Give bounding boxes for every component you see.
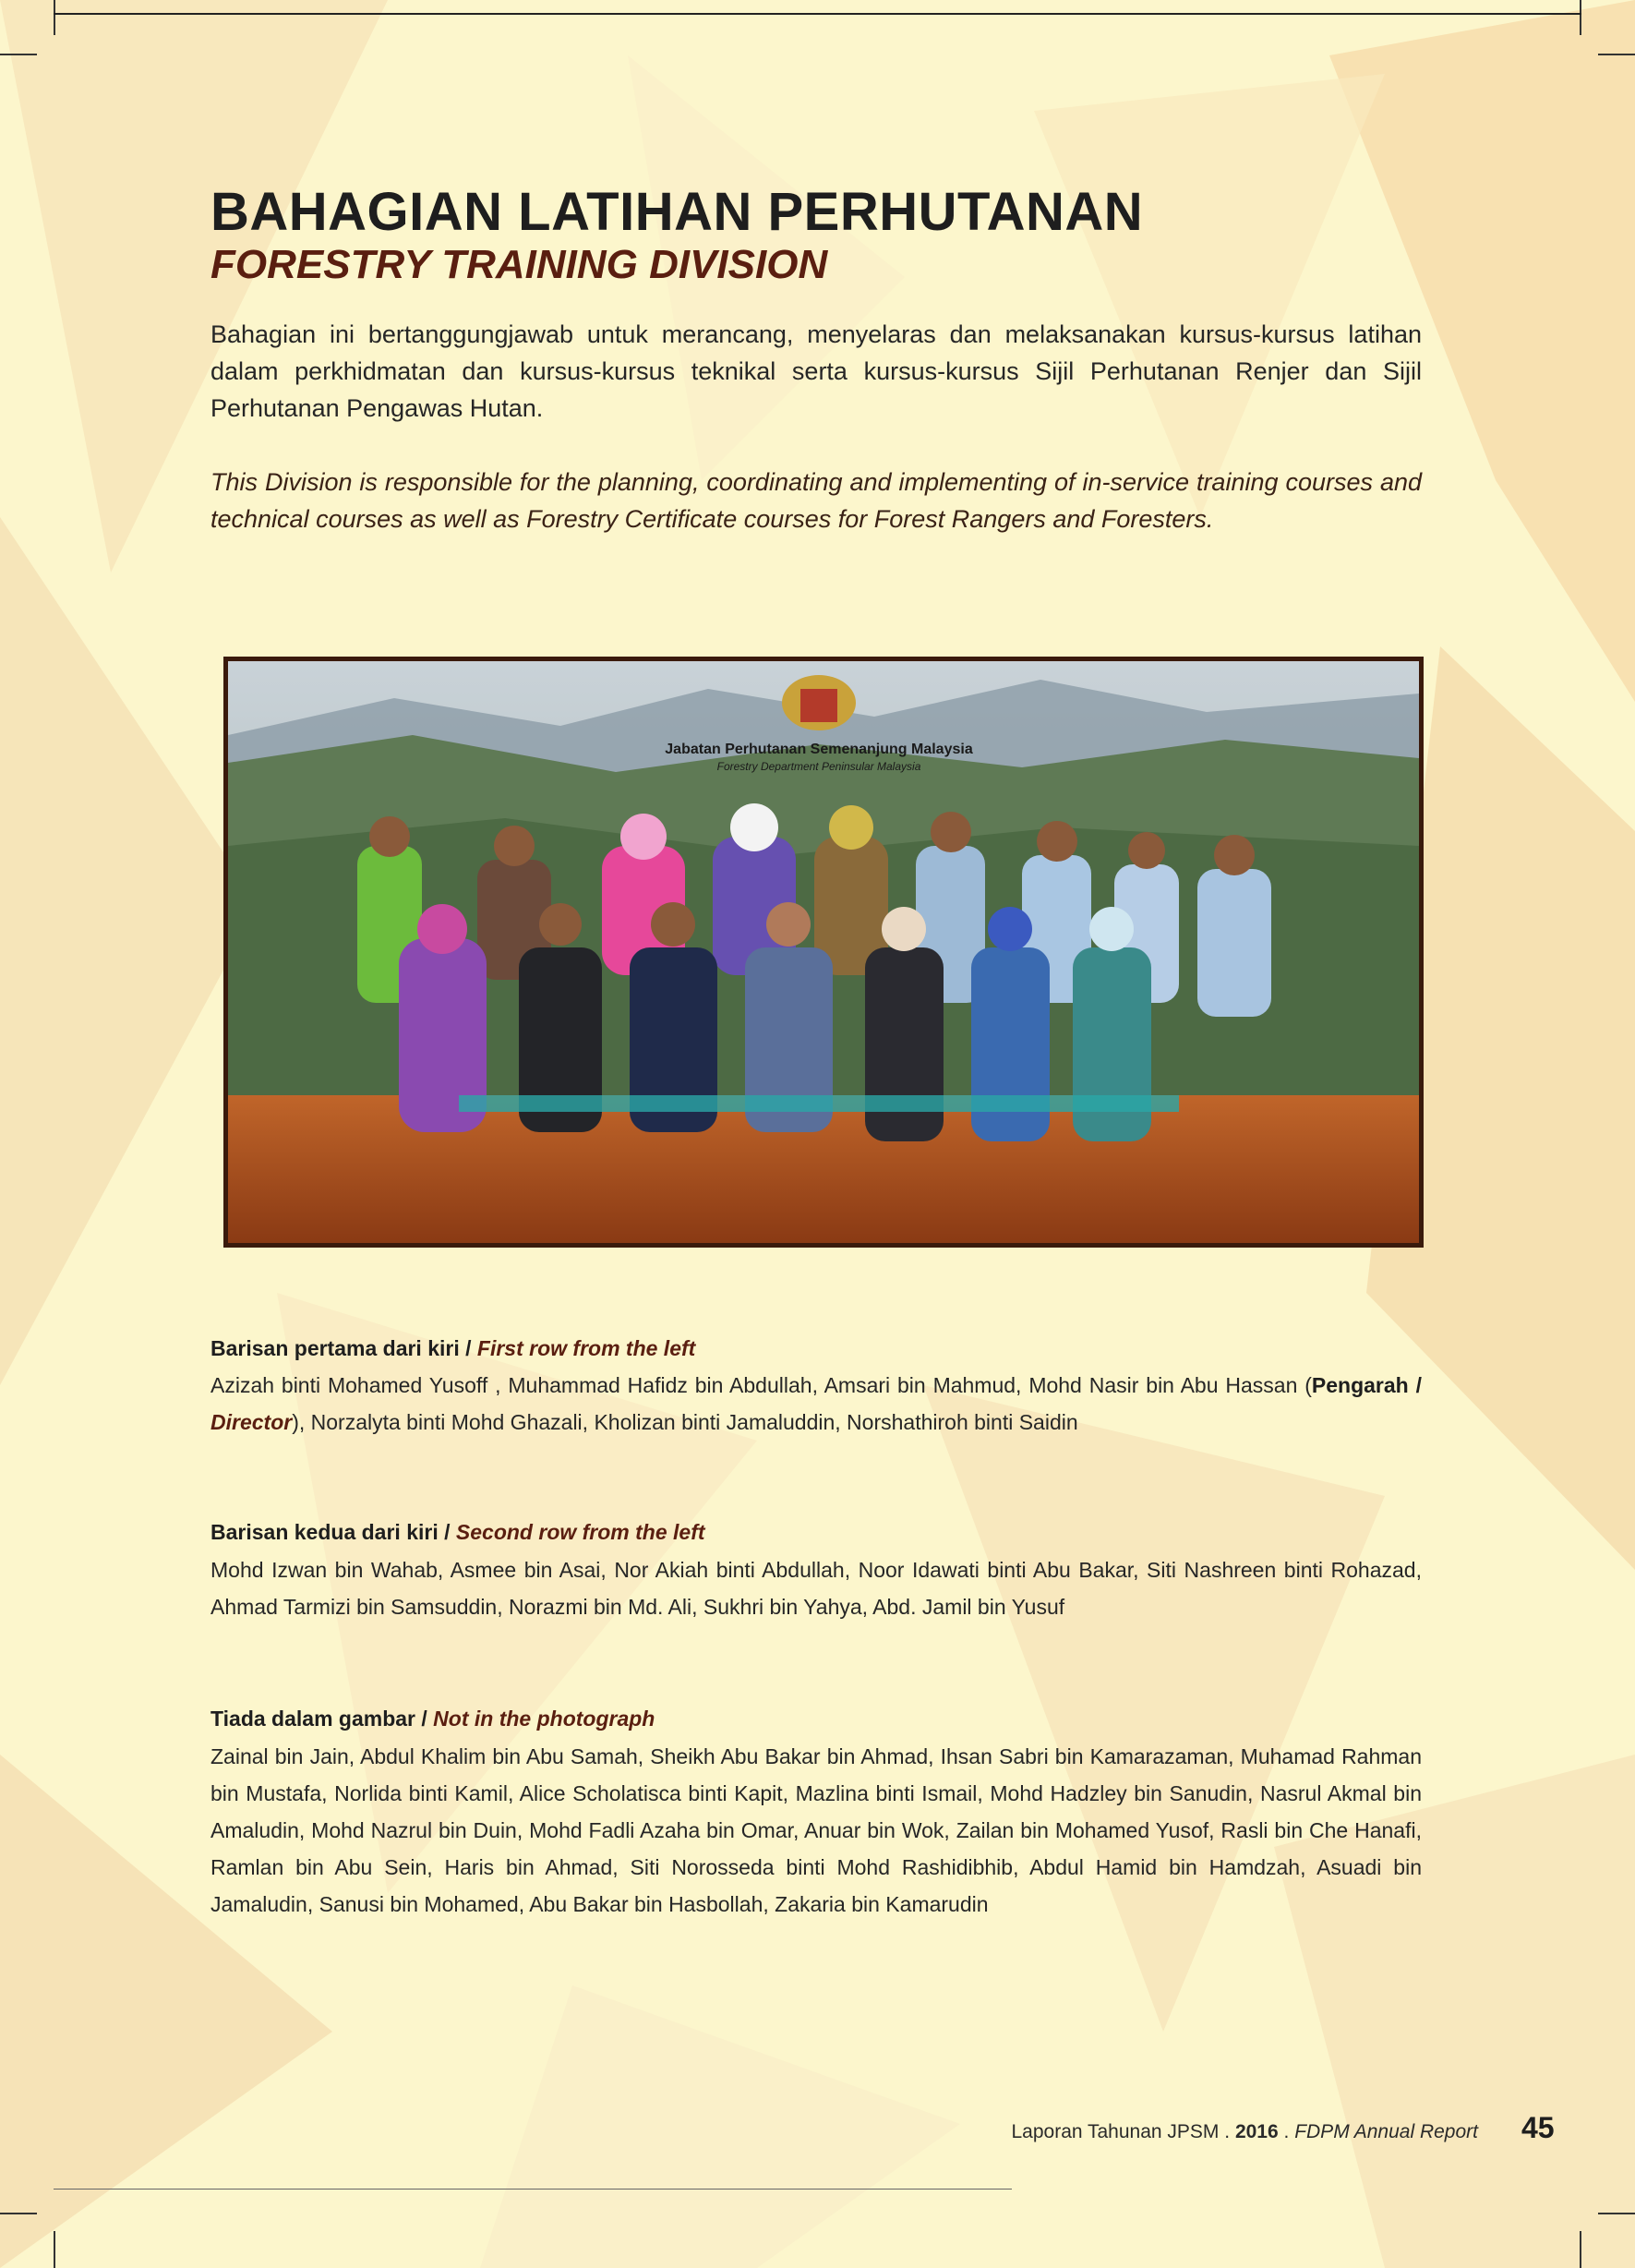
crop-mark — [0, 2213, 37, 2214]
page-title: BAHAGIAN LATIHAN PERHUTANAN — [210, 182, 1144, 242]
page-number: 45 — [1521, 2111, 1555, 2144]
second-row-heading — [210, 1520, 705, 1545]
crop-mark — [54, 0, 55, 35]
first-row-heading — [210, 1336, 695, 1361]
crop-mark — [1598, 54, 1635, 55]
photo-banner-malay: Jabatan Perhutanan Semenanjung Malaysia — [665, 742, 973, 757]
absent-heading — [210, 1707, 655, 1731]
first-row-names-before: Azizah binti Mohamed Yusoff , Muhammad Hafidz bin Abdullah, Amsari bin Mahmud, Mohd Nasir bin Abu Hassan ( — [210, 1373, 1312, 1397]
first-row-label-ms: Barisan pertama dari kiri / — [210, 1336, 477, 1360]
crop-mark — [0, 54, 37, 55]
crop-mark — [1580, 2231, 1581, 2268]
second-row-label-ms: Barisan kedua dari kiri / — [210, 1520, 456, 1544]
crop-mark — [54, 2231, 55, 2268]
footer-report-ms: Laporan Tahunan JPSM — [1011, 2121, 1220, 2142]
footer-report-en: FDPM Annual Report — [1294, 2121, 1478, 2142]
second-row-names: Mohd Izwan bin Wahab, Asmee bin Asai, Nor Akiah binti Abdullah, Noor Idawati binti Abu Bakar, Siti Nashreen binti Rohazad, Ahmad Tarmizi bin Samsuddin, Norazmi bin Md. Ali, Sukhri bin Yahya, Abd. Jamil bin Yusuf — [210, 1558, 1422, 1619]
absent-label-en: Not in the photograph — [433, 1707, 655, 1731]
first-row-label-en: First row from the left — [476, 1336, 696, 1360]
first-row-names — [210, 1367, 1422, 1441]
page-footer — [1011, 2121, 1478, 2143]
photo-banner-english: Forestry Department Peninsular Malaysia — [716, 760, 921, 773]
intro-english: This Division is responsible for the planning, coordinating and implementing of in-service training courses and technical courses as well as Forestry Certificate courses for Forest Rangers and Foresters. — [210, 468, 1422, 533]
page-subtitle: FORESTRY TRAINING DIVISION — [210, 242, 828, 287]
absent-label-ms: Tiada dalam gambar / — [210, 1707, 434, 1731]
first-row-names-after: ), Norzalyta binti Mohd Ghazali, Kholizan binti Jamaluddin, Norshathiroh binti Saidin — [292, 1410, 1078, 1434]
footer-separator: . — [1219, 2121, 1235, 2142]
top-rule — [54, 13, 1581, 15]
crop-mark — [1598, 2213, 1635, 2214]
absent-names: Zainal bin Jain, Abdul Khalim bin Abu Samah, Sheikh Abu Bakar bin Ahmad, Ihsan Sabri bin Kamarazaman, Muhamad Rahman bin Mustafa, Norlida binti Kamil, Alice Scholatisca binti Kapit, Mazlina binti Ismail, Mohd Hadzley bin Sanudin, Nasrul Akmal bin Amaludin, Mohd Nazrul bin Duin, Mohd Fadli Azaha bin Omar, Anuar bin Wok, Zailan bin Mohamed Yusof, Rasli bin Che Hanafi, Ramlan bin Abu Sein, Haris bin Ahmad, Siti Norosseda binti Mohd Rashidibhib, Abdul Hamid bin Hamdzah, Asuadi bin Jamaludin, Sanusi bin Mohamed, Abu Bakar bin Hasbollah, Zakaria bin Kamarudin — [210, 1744, 1422, 1916]
second-row-label-en: Second row from the left — [455, 1520, 705, 1544]
intro-malay: Bahagian ini bertanggungjawab untuk merancang, menyelaras dan melaksanakan kursus-kursus latihan dalam perkhidmatan dan kursus-kursus teknikal serta kursus-kursus Sijil Perhutanan Renjer dan Sijil Perhutanan Pengawas Hutan. — [210, 320, 1422, 422]
footer-year: 2016 — [1234, 2121, 1279, 2142]
footer-separator: . — [1278, 2121, 1295, 2142]
footer-rule — [54, 2189, 1012, 2190]
director-role-en: Director — [210, 1410, 293, 1434]
group-photo — [223, 657, 1424, 1248]
group-photo-illustration — [228, 661, 1419, 1243]
crop-mark — [1580, 0, 1581, 35]
director-role-ms: Pengarah / — [1311, 1373, 1422, 1397]
